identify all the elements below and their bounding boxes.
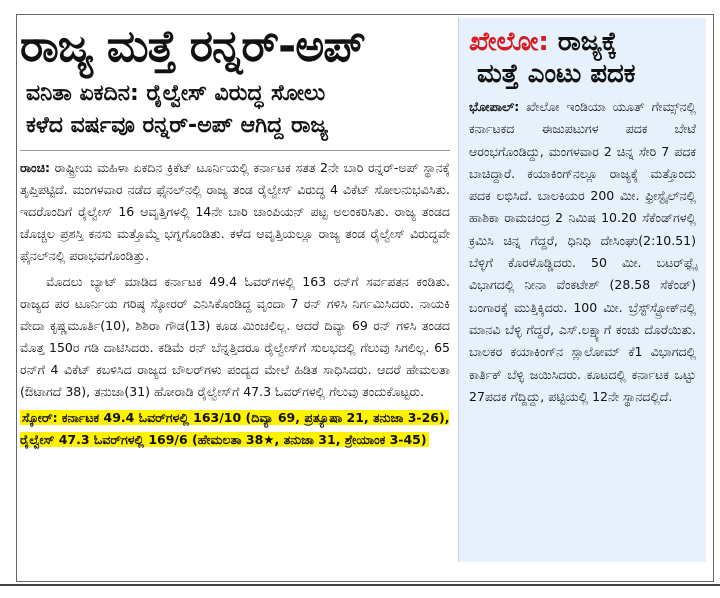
main-article [20, 22, 450, 451]
subhead [26, 78, 450, 142]
subhead-line-2: ಕಳೆದ ವರ್ಷವೂ ರನ್ನರ್-ಅಪ್ ಆಗಿದ್ದ ರಾಜ್ಯ [26, 113, 329, 138]
sidebar-title-prefix: ಖೇಲೋ: [469, 27, 549, 57]
sidebar-body: ಖೇಲೋ ಇಂಡಿಯಾ ಯೂತ್ ಗೇಮ್ಸ್‌ನಲ್ಲಿ ಕರ್ನಾಟಕದ ಈಜುಪಟುಗಳ ಪದಕ ಬೇಟೆ ಆರಂಭಗೊಂಡಿದ್ದು, ಮಂಗಳವಾರ 2 ಚಿನ್ನ ಸೇರಿ 7 ಪದಕ ಬಾಚಿದ್ದಾರೆ. ಕಯಾಕಿಂಗ್‌ನಲ್ಲೂ ರಾಜ್ಯಕ್ಕೆ ಮತ್ತೊಂದು ಪದಕ ಲಭಿಸಿದೆ. ಬಾಲಕಿಯರ 200 ಮೀ. ಫ್ರೀಸ್ಟೈಲ್‌ನಲ್ಲಿ ಹಾಶಿಕಾ ರಾಮಚಂದ್ರ 2 ನಿಮಿಷ 10.20 ಸೆಕೆಂಡ್‌ಗಳಲ್ಲಿ ಕ್ರಮಿಸಿ ಚಿನ್ನ ಗೆದ್ದರೆ, ಧಿನಿಧಿ ದೇಸಿಂಘು(2:10.51) ಬೆಳ್ಳಿಗೆ ಕೊರಳೊಡ್ಡಿದರು. 50 ಮೀ. ಬಟರ್‌ಫ್ಲೈ ವಿಭಾಗದಲ್ಲಿ ನೀನಾ ವೆಂಕಟೇಶ್ (28.58 ಸೆಕೆಂಡ್) ಬಂಗಾರಕ್ಕೆ ಮುತ್ತಿಕ್ಕಿದರು. 100 ಮೀ. ಬ್ರೆಸ್ಟ್‌ಸ್ಟ್ರೋಕ್‌ನಲ್ಲಿ ಮಾನವಿ ಬೆಳ್ಳಿ ಗೆದ್ದರೆ, ಎಸ್.ಲಕ್ಷ್ಯಾಗೆ ಕಂಚು ದೊರೆಯಿತು. ಬಾಲಕರ ಕಯಾಕಿಂಗ್‌ನ ಸ್ಲಾಲೋಮ್ ಕೆ1 ವಿಭಾಗದಲ್ಲಿ ಕಾರ್ತಿಕ್ ಬೆಳ್ಳಿ ಜಯಿಸಿದರು. ಕೂಟದಲ್ಲಿ ಕರ್ನಾಟಕ ಒಟ್ಟು 27ಪದಕ ಗೆದ್ದಿದ್ದು, ಪಟ್ಟಿಯಲ್ಲಿ 12ನೇ ಸ್ಥಾನದಲ್ಲಿದೆ. [469, 99, 696, 404]
dateline: ರಾಂಚಿ: [20, 160, 50, 175]
headline: ರಾಜ್ಯ ಮತ್ತೆ ರನ್ನರ್-ಅಪ್ [20, 21, 365, 72]
sidebar-article [458, 18, 706, 562]
scorecard [20, 407, 450, 451]
sidebar-paragraph [469, 96, 696, 408]
bottom-rule [0, 584, 720, 586]
subhead-line-1: ವನಿತಾ ಏಕದಿನ: ರೈಲ್ವೇಸ್ ವಿರುದ್ಧ ಸೋಲು [26, 81, 326, 106]
score-highlight: ಸ್ಕೋರ್: ಕರ್ನಾಟಕ 49.4 ಓವರ್‌ಗಳಲ್ಲಿ 163/10 (ದಿವ್ಯಾ 69, ಪ್ರತ್ಯೂಷಾ 21, ತನುಜಾ 3-26), ರೈಲ್ವೇಸ್ 47.3 ಓವರ್‌ಗಳಲ್ಲಿ 169/6 (ಹೇಮಲತಾ 38★, ತನುಜಾ 31, ಶ್ರೇಯಾಂಕ 3-45) [20, 410, 450, 447]
sidebar-title-rest: ರಾಜ್ಯಕ್ಕೆ [548, 27, 618, 57]
sidebar-title [469, 26, 696, 58]
sidebar-dateline: ಭೋಪಾಲ್: [469, 99, 520, 114]
article-paragraph-1 [20, 157, 450, 267]
paragraph-1-text: ರಾಷ್ಟ್ರೀಯ ಮಹಿಳಾ ಏಕದಿನ ಕ್ರಿಕೆಟ್ ಟೂರ್ನಿಯಲ್ಲಿ ಕರ್ನಾಟಕ ಸತತ 2ನೇ ಬಾರಿ ರನ್ನರ್-ಅಪ್ ಸ್ಥಾನಕ್ಕೆ ತೃಪ್ತಿಪಟ್ಟಿದೆ. ಮಂಗಳವಾರ ನಡೆದ ಫೈನಲ್‌ನಲ್ಲಿ ರಾಜ್ಯ ತಂಡ ರೈಲ್ವೇಸ್ ವಿರುದ್ಧ 4 ವಿಕೆಟ್ ಸೋಲನುಭವಿಸಿತು. ಇದರೊಂದಿಗೆ ರೈಲ್ವೇಸ್ 16 ಆವೃತ್ತಿಗಳಲ್ಲಿ 14ನೇ ಬಾರಿ ಚಾಂಪಿಯನ್ ಪಟ್ಟ ಅಲಂಕರಿಸಿತು. ರಾಜ್ಯ ತಂಡದ ಚೊಚ್ಚಲ ಪ್ರಶಸ್ತಿ ಕನಸು ಮತ್ತೊಮ್ಮೆ ಭಗ್ನಗೊಂಡಿತು. ಕಳೆದ ಆವೃತ್ತಿಯಲ್ಲೂ ರಾಜ್ಯ ತಂಡ ರೈಲ್ವೇಸ್ ವಿರುದ್ಧವೇ ಫೈನಲ್‌ನಲ್ಲಿ ಪರಾಭವಗೊಂಡಿತ್ತು. [20, 160, 450, 263]
sidebar-title-line-2: ಮತ್ತೆ ಎಂಟು ಪದಕ [477, 59, 636, 89]
divider [20, 150, 450, 151]
article-paragraph-2: ಮೊದಲು ಬ್ಯಾಟ್ ಮಾಡಿದ ಕರ್ನಾಟಕ 49.4 ಓವರ್‌ಗಳಲ್ಲಿ 163 ರನ್‌ಗೆ ಸರ್ವಪತನ ಕಂಡಿತು. ರಾಜ್ಯದ ಪರ ಟೂರ್ನಿಯ ಗರಿಷ್ಠ ಸ್ಕೋರರ್ ಎನಿಸಿಕೊಂಡಿದ್ದ ವೃಂದಾ 7 ರನ್ ಗಳಿಸಿ ನಿರ್ಗಮಿಸಿದರು. ನಾಯಕಿ ವೇದಾ ಕೃಷ್ಣಮೂರ್ತಿ(10), ಶಿಶಿರಾ ಗೌಡ(13) ಕೂಡ ಮಿಂಚಲಿಲ್ಲ. ಆದರೆ ದಿವ್ಯಾ 69 ರನ್ ಗಳಿಸಿ ತಂಡದ ಮೊತ್ತ 150ರ ಗಡಿ ದಾಟಿಸಿದರು. ಕಡಿಮೆ ರನ್ ಬೆನ್ನತ್ತಿದರೂ ರೈಲ್ವೇಸ್‌ಗೆ ಸುಲಭದಲ್ಲಿ ಗೆಲುವು ಸಿಗಲಿಲ್ಲ. 65 ರನ್‌ಗೆ 4 ವಿಕೆಟ್ ಕಬಳಿಸಿದ ರಾಜ್ಯದ ಬೌಲರ್‌ಗಳು ಪಂದ್ಯದ ಮೇಲೆ ಹಿಡಿತ ಸಾಧಿಸಿದರು. ಆದರೆ ಹೇಮಲತಾ (ಔಟಾಗದೆ 38), ತನುಜಾ(31) ಹೋರಾಡಿ ರೈಲ್ವೇಸ್‌ಗೆ 47.3 ಓವರ್‌ಗಳಲ್ಲಿ ಗೆಲುವು ತಂದುಕೊಟ್ಟರು. [20, 274, 450, 399]
